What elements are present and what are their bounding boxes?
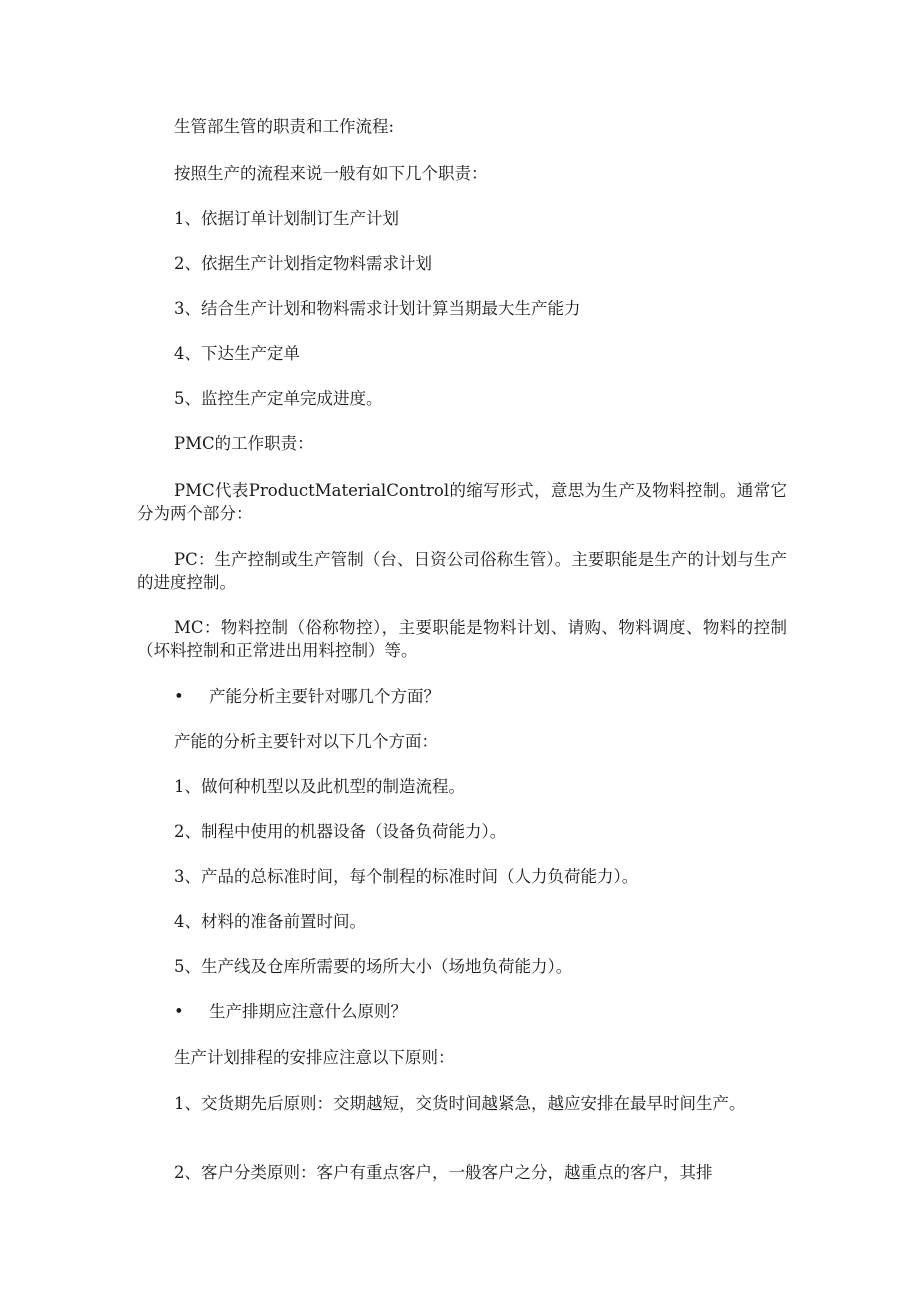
capacity-item: 3、产品的总标准时间，每个制程的标准时间（人力负荷能力）。 xyxy=(174,867,639,886)
capacity-item: 2、制程中使用的机器设备（设备负荷能力）。 xyxy=(174,822,507,841)
question-scheduling-principles xyxy=(174,1000,407,1023)
question-capacity-analysis xyxy=(174,685,440,708)
duty-item: 1、依据订单计划制订生产计划 xyxy=(174,209,399,228)
capacity-intro: 产能的分析主要针对以下几个方面： xyxy=(174,732,438,751)
capacity-item: 5、生产线及仓库所需要的场所大小（场地负荷能力）。 xyxy=(174,957,573,976)
duty-item: 3、结合生产计划和物料需求计划计算当期最大生产能力 xyxy=(174,299,581,318)
mc-paragraph: MC：物料控制（俗称物控），主要职能是物料计划、请购、物料调度、物料的控制（坏料控制和正常进出用料控制）等。 xyxy=(137,618,787,660)
capacity-item: 1、做何种机型以及此机型的制造流程。 xyxy=(174,777,465,796)
schedule-rule-paragraph: 1、交货期先后原则：交期越短，交货时间越紧急，越应安排在最早时间生产。 xyxy=(174,1094,746,1113)
pmc-heading: PMC的工作职责： xyxy=(174,434,314,453)
duty-item: 4、下达生产定单 xyxy=(174,344,300,363)
schedule-intro: 生产计划排程的安排应注意以下原则： xyxy=(174,1048,455,1067)
schedule-rule-paragraph: 2、客户分类原则：客户有重点客户，一般客户之分，越重点的客户，其排 xyxy=(174,1163,713,1182)
duties-intro: 按照生产的流程来说一般有如下几个职责： xyxy=(174,164,488,183)
duty-item: 5、监控生产定单完成进度。 xyxy=(174,389,383,408)
question-text: 生产排期应注意什么原则？ xyxy=(209,1002,407,1021)
pmc-definition-paragraph: PMC代表ProductMaterialControl的缩写形式，意思为生产及物料控制。通常它分为两个部分： xyxy=(137,481,787,523)
bullet-icon: • xyxy=(174,1002,184,1021)
document-title: 生管部生管的职责和工作流程: xyxy=(174,117,395,136)
bullet-icon: • xyxy=(174,687,184,706)
question-text: 产能分析主要针对哪几个方面？ xyxy=(209,687,440,706)
pc-paragraph: PC：生产控制或生产管制（台、日资公司俗称生管）。主要职能是生产的计划与生产的进度控制。 xyxy=(137,550,787,592)
duty-item: 2、依据生产计划指定物料需求计划 xyxy=(174,254,432,273)
capacity-item: 4、材料的准备前置时间。 xyxy=(174,912,366,931)
